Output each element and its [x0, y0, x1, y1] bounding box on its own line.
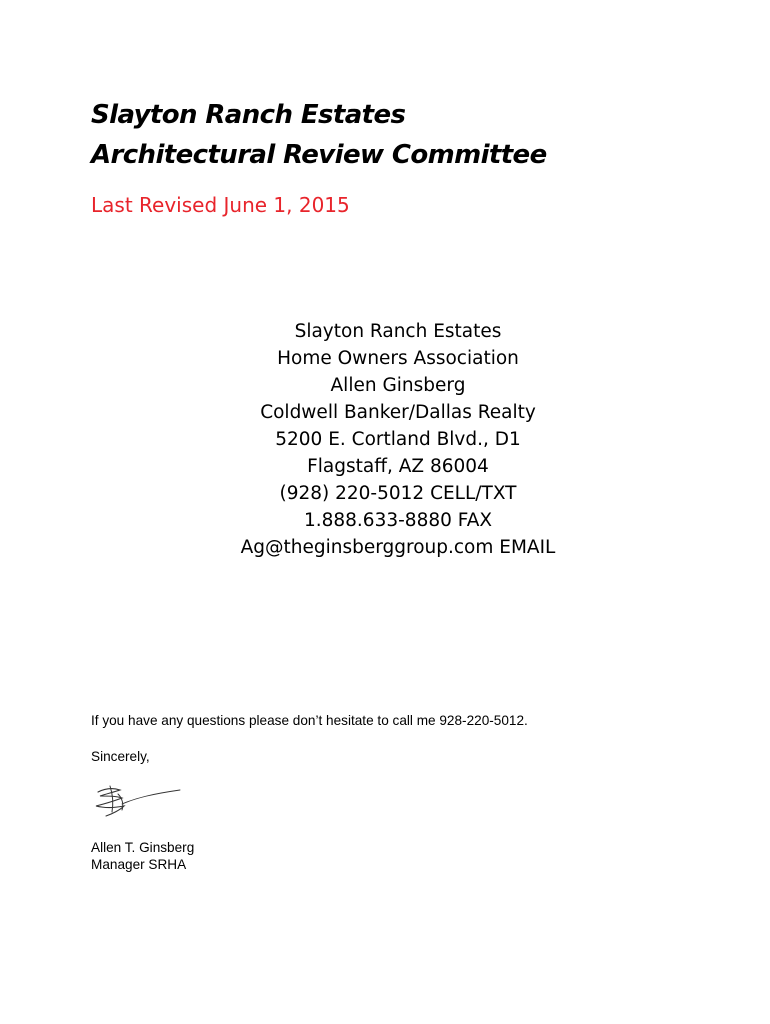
- contact-line-email: Ag@theginsberggroup.com EMAIL: [240, 537, 556, 558]
- questions-paragraph: If you have any questions please don’t hesitate to call me 928-220-5012.: [91, 713, 528, 728]
- revision-date: Last Revised June 1, 2015: [91, 193, 350, 217]
- contact-block: [0, 318, 770, 561]
- contact-line-city: Flagstaff, AZ 86004: [307, 456, 489, 477]
- contact-line-phone: (928) 220-5012 CELL/TXT: [279, 483, 517, 504]
- contact-line-street: 5200 E. Cortland Blvd., D1: [275, 429, 521, 450]
- closing-salutation: Sincerely,: [91, 749, 150, 764]
- signer-name: Allen T. Ginsberg: [91, 840, 195, 855]
- contact-line-association: Home Owners Association: [277, 348, 519, 369]
- contact-line-community: Slayton Ranch Estates: [294, 321, 502, 342]
- contact-line-fax: 1.888.633-8880 FAX: [303, 510, 493, 531]
- signer-title: Manager SRHA: [91, 857, 187, 872]
- document-subtitle: Architectural Review Committee: [91, 140, 547, 170]
- handwritten-signature: [92, 782, 184, 822]
- contact-line-company: Coldwell Banker/Dallas Realty: [260, 402, 536, 423]
- document-title: Slayton Ranch Estates: [91, 100, 406, 130]
- contact-line-name: Allen Ginsberg: [330, 375, 466, 396]
